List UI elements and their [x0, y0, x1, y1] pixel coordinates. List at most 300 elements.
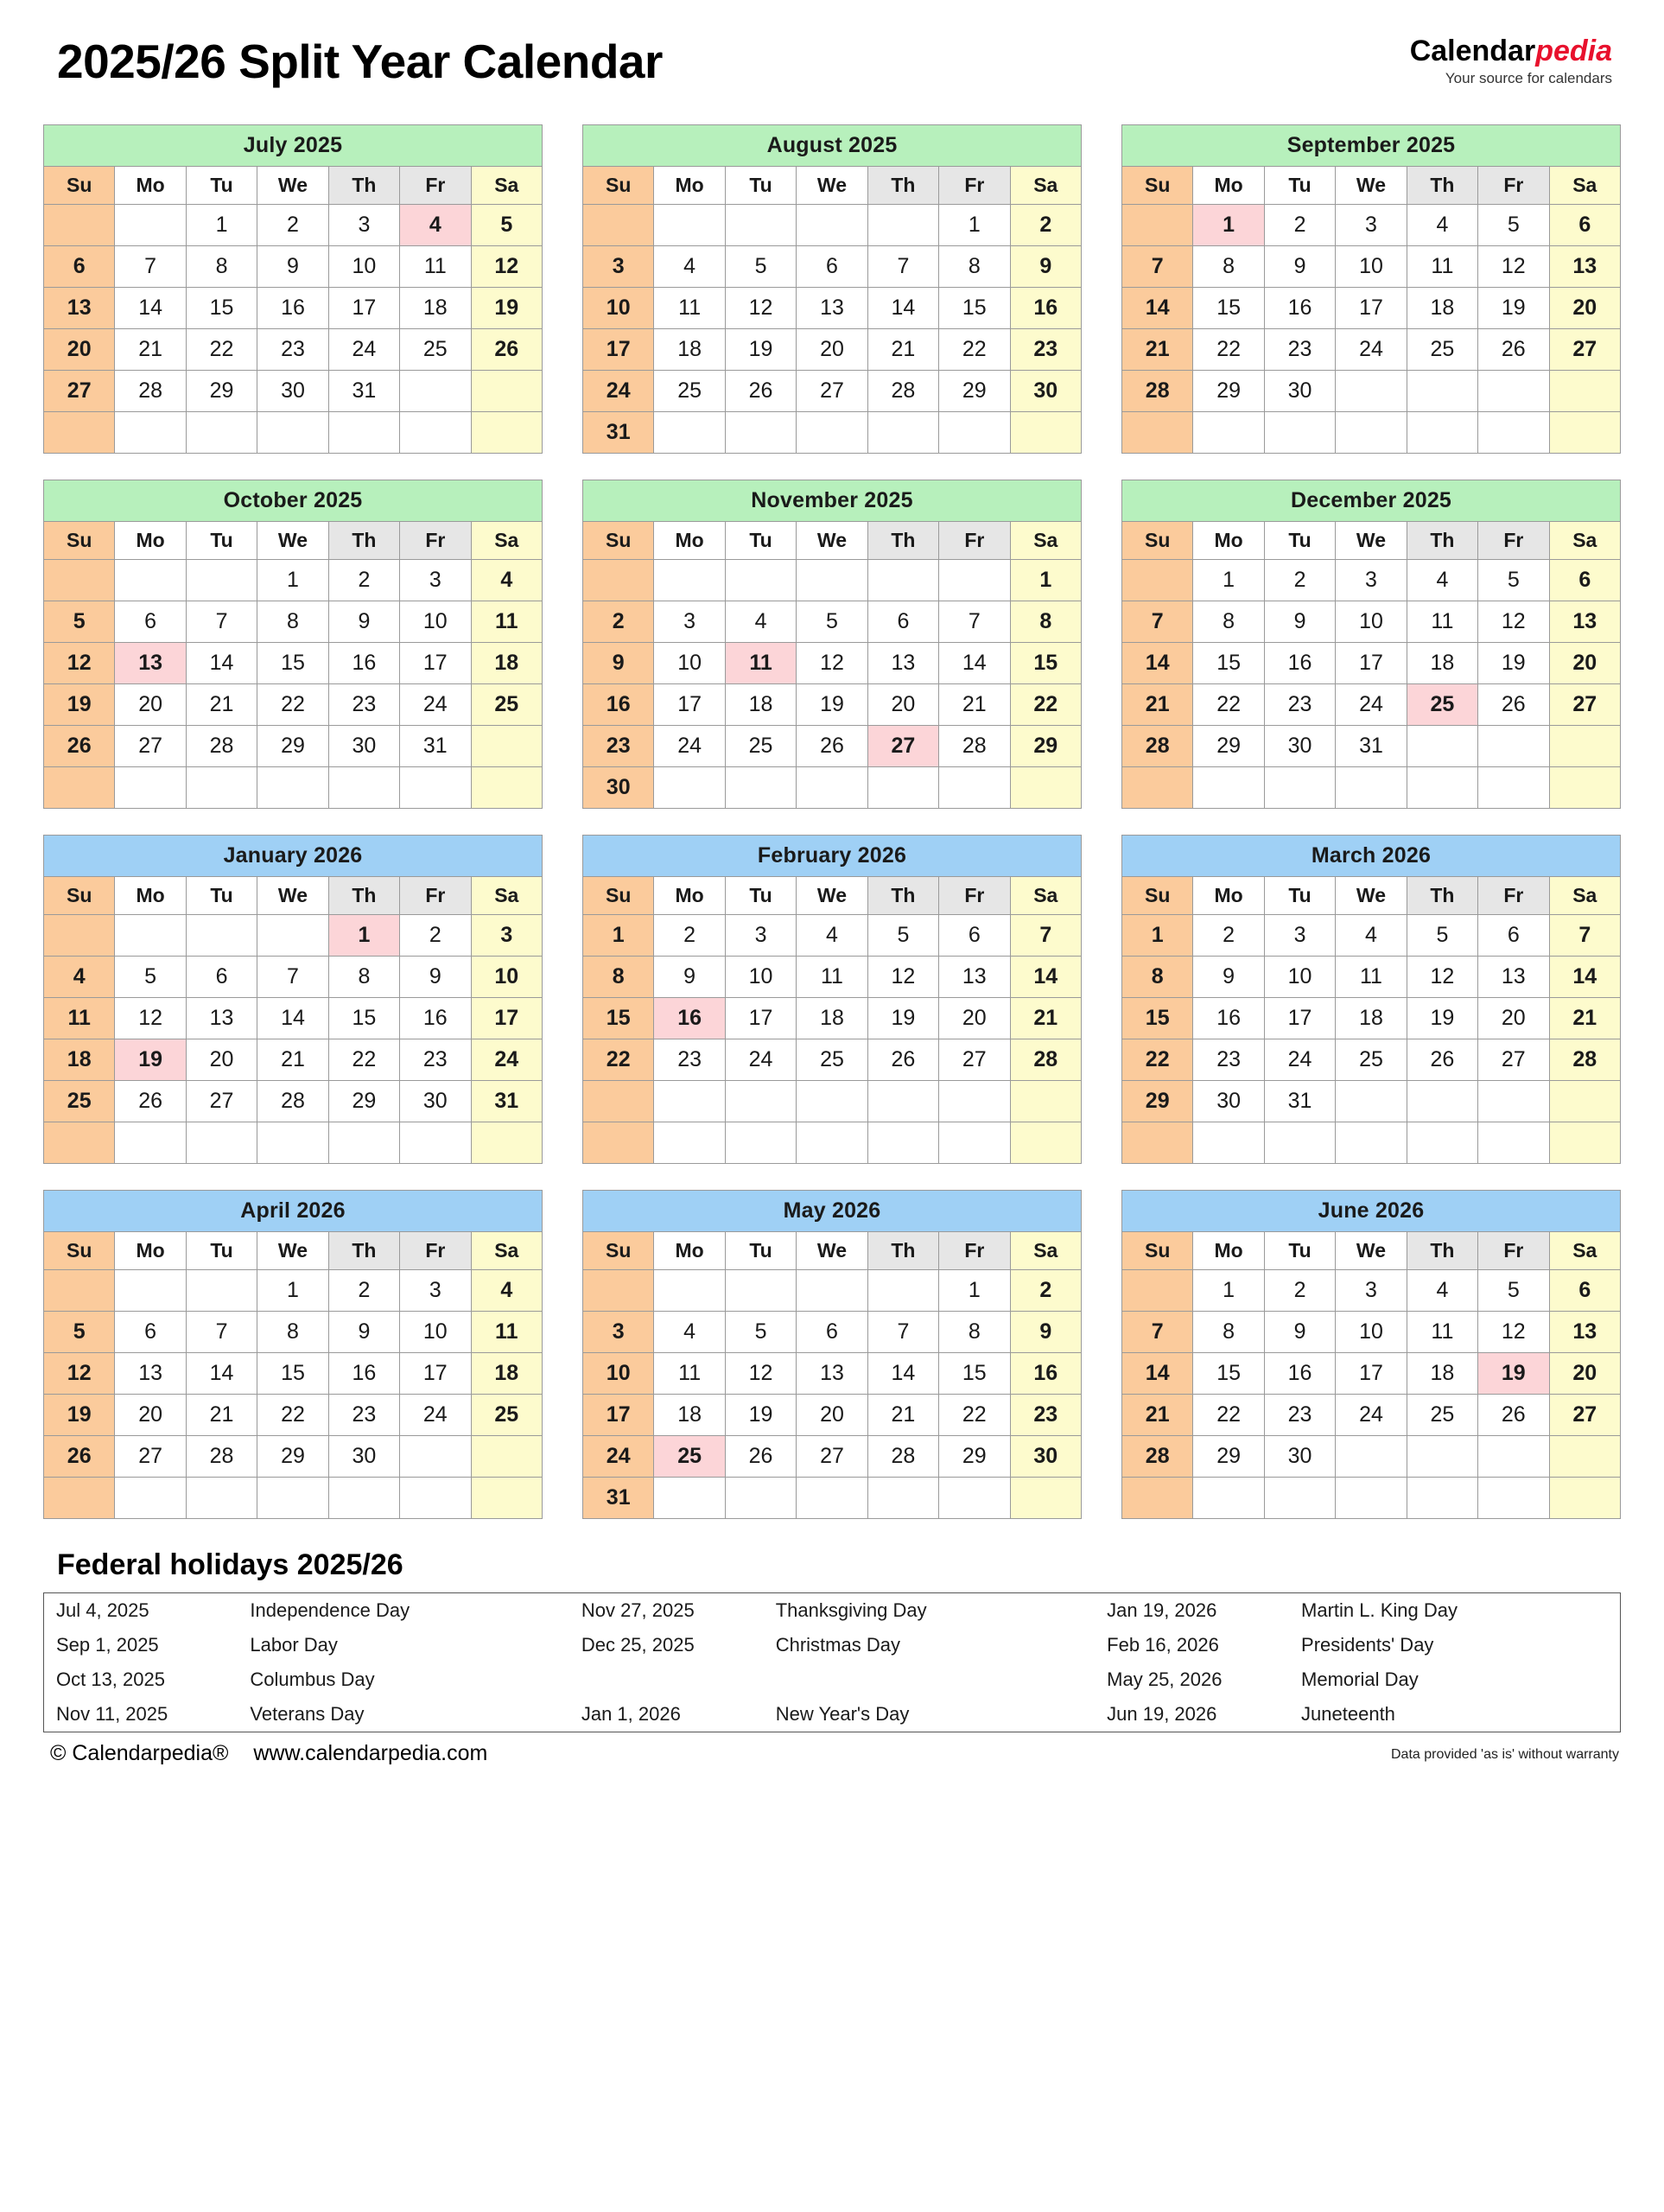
day-cell[interactable]: 9 [654, 957, 725, 998]
day-cell[interactable]: 10 [328, 246, 399, 288]
day-cell[interactable]: 16 [1264, 643, 1335, 684]
day-cell[interactable]: 29 [257, 726, 328, 767]
day-cell[interactable]: 15 [583, 998, 654, 1039]
day-cell[interactable]: 15 [1193, 643, 1264, 684]
day-cell[interactable]: 23 [328, 1395, 399, 1436]
day-cell[interactable]: 18 [654, 329, 725, 371]
day-cell[interactable]: 16 [328, 643, 399, 684]
day-cell[interactable]: 16 [1010, 1353, 1081, 1395]
day-cell[interactable]: 28 [1122, 1436, 1193, 1478]
day-cell[interactable]: 20 [867, 684, 938, 726]
day-cell[interactable]: 5 [867, 915, 938, 957]
day-cell[interactable]: 6 [44, 246, 115, 288]
day-cell[interactable]: 28 [1549, 1039, 1620, 1081]
day-cell[interactable]: 18 [471, 1353, 542, 1395]
day-cell[interactable]: 22 [1193, 1395, 1264, 1436]
day-cell[interactable]: 17 [328, 288, 399, 329]
day-cell[interactable]: 26 [797, 726, 867, 767]
day-cell[interactable]: 11 [725, 643, 796, 684]
day-cell[interactable]: 11 [1407, 1312, 1477, 1353]
day-cell[interactable]: 16 [1193, 998, 1264, 1039]
day-cell[interactable]: 12 [44, 1353, 115, 1395]
day-cell[interactable]: 3 [1336, 560, 1407, 601]
day-cell[interactable]: 15 [257, 643, 328, 684]
day-cell[interactable]: 1 [939, 205, 1010, 246]
day-cell[interactable]: 1 [257, 1270, 328, 1312]
day-cell[interactable]: 5 [1407, 915, 1477, 957]
day-cell[interactable]: 30 [328, 1436, 399, 1478]
day-cell[interactable]: 18 [44, 1039, 115, 1081]
day-cell[interactable]: 28 [115, 371, 186, 412]
day-cell[interactable]: 3 [400, 560, 471, 601]
day-cell[interactable]: 14 [1122, 1353, 1193, 1395]
day-cell[interactable]: 13 [797, 288, 867, 329]
day-cell[interactable]: 30 [1010, 1436, 1081, 1478]
day-cell[interactable]: 21 [939, 684, 1010, 726]
day-cell[interactable]: 14 [939, 643, 1010, 684]
day-cell[interactable]: 13 [939, 957, 1010, 998]
day-cell[interactable]: 16 [1264, 288, 1335, 329]
day-cell[interactable]: 8 [257, 1312, 328, 1353]
day-cell[interactable]: 5 [1478, 1270, 1549, 1312]
day-cell[interactable]: 8 [939, 246, 1010, 288]
day-cell[interactable]: 12 [725, 288, 796, 329]
day-cell[interactable]: 16 [1010, 288, 1081, 329]
day-cell[interactable]: 23 [654, 1039, 725, 1081]
day-cell[interactable]: 26 [115, 1081, 186, 1122]
day-cell[interactable]: 17 [583, 329, 654, 371]
day-cell[interactable]: 31 [1336, 726, 1407, 767]
day-cell[interactable]: 30 [1264, 726, 1335, 767]
day-cell[interactable]: 3 [1264, 915, 1335, 957]
day-cell[interactable]: 10 [1336, 1312, 1407, 1353]
day-cell[interactable]: 27 [939, 1039, 1010, 1081]
day-cell[interactable]: 31 [1264, 1081, 1335, 1122]
day-cell[interactable]: 15 [328, 998, 399, 1039]
day-cell[interactable]: 30 [257, 371, 328, 412]
day-cell[interactable]: 12 [471, 246, 542, 288]
day-cell[interactable]: 22 [257, 1395, 328, 1436]
day-cell[interactable]: 1 [1193, 1270, 1264, 1312]
day-cell[interactable]: 7 [1122, 246, 1193, 288]
day-cell[interactable]: 24 [400, 1395, 471, 1436]
day-cell[interactable]: 20 [115, 684, 186, 726]
day-cell[interactable]: 9 [1264, 246, 1335, 288]
day-cell[interactable]: 19 [471, 288, 542, 329]
day-cell[interactable]: 26 [725, 1436, 796, 1478]
day-cell[interactable]: 14 [1010, 957, 1081, 998]
day-cell[interactable]: 6 [115, 601, 186, 643]
day-cell[interactable]: 20 [1478, 998, 1549, 1039]
day-cell[interactable]: 21 [186, 684, 257, 726]
day-cell[interactable]: 18 [1407, 1353, 1477, 1395]
day-cell[interactable]: 20 [797, 1395, 867, 1436]
day-cell[interactable]: 21 [867, 1395, 938, 1436]
day-cell[interactable]: 11 [44, 998, 115, 1039]
day-cell[interactable]: 10 [654, 643, 725, 684]
day-cell[interactable]: 27 [1478, 1039, 1549, 1081]
day-cell[interactable]: 23 [400, 1039, 471, 1081]
day-cell[interactable]: 17 [1336, 288, 1407, 329]
day-cell[interactable]: 15 [939, 1353, 1010, 1395]
day-cell[interactable]: 25 [44, 1081, 115, 1122]
day-cell[interactable]: 14 [1549, 957, 1620, 998]
day-cell[interactable]: 28 [257, 1081, 328, 1122]
day-cell[interactable]: 8 [1122, 957, 1193, 998]
day-cell[interactable]: 22 [1010, 684, 1081, 726]
day-cell[interactable]: 26 [471, 329, 542, 371]
day-cell[interactable]: 22 [257, 684, 328, 726]
day-cell[interactable]: 17 [1336, 643, 1407, 684]
day-cell[interactable]: 12 [725, 1353, 796, 1395]
day-cell[interactable]: 13 [44, 288, 115, 329]
day-cell[interactable]: 8 [1193, 246, 1264, 288]
day-cell[interactable]: 7 [257, 957, 328, 998]
day-cell[interactable]: 9 [328, 1312, 399, 1353]
day-cell[interactable]: 9 [1264, 601, 1335, 643]
day-cell[interactable]: 27 [1549, 329, 1620, 371]
day-cell[interactable]: 6 [797, 246, 867, 288]
day-cell[interactable]: 3 [471, 915, 542, 957]
day-cell[interactable]: 14 [186, 643, 257, 684]
day-cell[interactable]: 6 [186, 957, 257, 998]
day-cell[interactable]: 3 [725, 915, 796, 957]
day-cell[interactable]: 24 [654, 726, 725, 767]
day-cell[interactable]: 2 [1264, 560, 1335, 601]
day-cell[interactable]: 26 [1478, 329, 1549, 371]
day-cell[interactable]: 25 [471, 684, 542, 726]
day-cell[interactable]: 5 [44, 601, 115, 643]
day-cell[interactable]: 23 [328, 684, 399, 726]
day-cell[interactable]: 16 [328, 1353, 399, 1395]
day-cell[interactable]: 25 [400, 329, 471, 371]
day-cell[interactable]: 19 [1478, 288, 1549, 329]
day-cell[interactable]: 7 [186, 601, 257, 643]
day-cell[interactable]: 12 [1478, 1312, 1549, 1353]
day-cell[interactable]: 13 [797, 1353, 867, 1395]
day-cell[interactable]: 22 [583, 1039, 654, 1081]
day-cell[interactable]: 18 [471, 643, 542, 684]
day-cell[interactable]: 4 [797, 915, 867, 957]
day-cell[interactable]: 21 [1122, 329, 1193, 371]
day-cell[interactable]: 4 [654, 246, 725, 288]
day-cell[interactable]: 2 [1010, 205, 1081, 246]
day-cell[interactable]: 19 [115, 1039, 186, 1081]
day-cell[interactable]: 4 [400, 205, 471, 246]
day-cell[interactable]: 27 [186, 1081, 257, 1122]
day-cell[interactable]: 11 [1407, 601, 1477, 643]
day-cell[interactable]: 24 [328, 329, 399, 371]
day-cell[interactable]: 3 [328, 205, 399, 246]
day-cell[interactable]: 20 [44, 329, 115, 371]
day-cell[interactable]: 9 [1010, 246, 1081, 288]
day-cell[interactable]: 14 [867, 288, 938, 329]
day-cell[interactable]: 26 [725, 371, 796, 412]
day-cell[interactable]: 10 [400, 601, 471, 643]
day-cell[interactable]: 20 [797, 329, 867, 371]
day-cell[interactable]: 5 [725, 246, 796, 288]
day-cell[interactable]: 15 [1193, 288, 1264, 329]
day-cell[interactable]: 18 [725, 684, 796, 726]
day-cell[interactable]: 15 [186, 288, 257, 329]
day-cell[interactable]: 20 [186, 1039, 257, 1081]
day-cell[interactable]: 4 [471, 1270, 542, 1312]
day-cell[interactable]: 5 [1478, 560, 1549, 601]
day-cell[interactable]: 6 [115, 1312, 186, 1353]
day-cell[interactable]: 12 [1478, 601, 1549, 643]
day-cell[interactable]: 30 [1264, 1436, 1335, 1478]
day-cell[interactable]: 14 [867, 1353, 938, 1395]
day-cell[interactable]: 30 [583, 767, 654, 809]
day-cell[interactable]: 24 [1336, 1395, 1407, 1436]
day-cell[interactable]: 29 [1010, 726, 1081, 767]
day-cell[interactable]: 27 [797, 371, 867, 412]
day-cell[interactable]: 27 [1549, 1395, 1620, 1436]
day-cell[interactable]: 15 [939, 288, 1010, 329]
day-cell[interactable]: 28 [867, 371, 938, 412]
day-cell[interactable]: 28 [867, 1436, 938, 1478]
day-cell[interactable]: 27 [115, 726, 186, 767]
day-cell[interactable]: 25 [654, 371, 725, 412]
day-cell[interactable]: 21 [257, 1039, 328, 1081]
day-cell[interactable]: 27 [44, 371, 115, 412]
day-cell[interactable]: 10 [583, 288, 654, 329]
day-cell[interactable]: 29 [328, 1081, 399, 1122]
day-cell[interactable]: 11 [1407, 246, 1477, 288]
day-cell[interactable]: 11 [471, 601, 542, 643]
day-cell[interactable]: 4 [725, 601, 796, 643]
day-cell[interactable]: 30 [400, 1081, 471, 1122]
day-cell[interactable]: 25 [797, 1039, 867, 1081]
day-cell[interactable]: 6 [1549, 1270, 1620, 1312]
day-cell[interactable]: 17 [725, 998, 796, 1039]
day-cell[interactable]: 23 [1010, 1395, 1081, 1436]
day-cell[interactable]: 31 [400, 726, 471, 767]
day-cell[interactable]: 10 [1336, 246, 1407, 288]
day-cell[interactable]: 22 [1193, 329, 1264, 371]
day-cell[interactable]: 24 [583, 371, 654, 412]
day-cell[interactable]: 19 [1407, 998, 1477, 1039]
day-cell[interactable]: 18 [400, 288, 471, 329]
day-cell[interactable]: 20 [1549, 288, 1620, 329]
day-cell[interactable]: 4 [44, 957, 115, 998]
day-cell[interactable]: 31 [328, 371, 399, 412]
day-cell[interactable]: 3 [1336, 205, 1407, 246]
day-cell[interactable]: 26 [1478, 684, 1549, 726]
day-cell[interactable]: 5 [725, 1312, 796, 1353]
day-cell[interactable]: 29 [1122, 1081, 1193, 1122]
day-cell[interactable]: 29 [1193, 371, 1264, 412]
day-cell[interactable]: 25 [1407, 1395, 1477, 1436]
day-cell[interactable]: 17 [400, 643, 471, 684]
day-cell[interactable]: 26 [867, 1039, 938, 1081]
day-cell[interactable]: 20 [1549, 1353, 1620, 1395]
day-cell[interactable]: 6 [1549, 560, 1620, 601]
day-cell[interactable]: 7 [867, 1312, 938, 1353]
day-cell[interactable]: 16 [583, 684, 654, 726]
day-cell[interactable]: 23 [1264, 1395, 1335, 1436]
day-cell[interactable]: 8 [583, 957, 654, 998]
day-cell[interactable]: 27 [115, 1436, 186, 1478]
day-cell[interactable]: 13 [115, 643, 186, 684]
day-cell[interactable]: 7 [939, 601, 1010, 643]
day-cell[interactable]: 2 [1193, 915, 1264, 957]
day-cell[interactable]: 3 [583, 246, 654, 288]
day-cell[interactable]: 25 [654, 1436, 725, 1478]
day-cell[interactable]: 2 [400, 915, 471, 957]
day-cell[interactable]: 7 [115, 246, 186, 288]
day-cell[interactable]: 3 [1336, 1270, 1407, 1312]
day-cell[interactable]: 24 [725, 1039, 796, 1081]
day-cell[interactable]: 11 [654, 1353, 725, 1395]
day-cell[interactable]: 27 [867, 726, 938, 767]
day-cell[interactable]: 8 [1193, 1312, 1264, 1353]
day-cell[interactable]: 1 [186, 205, 257, 246]
day-cell[interactable]: 5 [797, 601, 867, 643]
day-cell[interactable]: 8 [328, 957, 399, 998]
day-cell[interactable]: 25 [1336, 1039, 1407, 1081]
day-cell[interactable]: 10 [1264, 957, 1335, 998]
day-cell[interactable]: 22 [1122, 1039, 1193, 1081]
day-cell[interactable]: 24 [1336, 329, 1407, 371]
day-cell[interactable]: 21 [1122, 1395, 1193, 1436]
day-cell[interactable]: 13 [867, 643, 938, 684]
day-cell[interactable]: 12 [1478, 246, 1549, 288]
day-cell[interactable]: 19 [1478, 1353, 1549, 1395]
day-cell[interactable]: 7 [186, 1312, 257, 1353]
day-cell[interactable]: 22 [939, 329, 1010, 371]
day-cell[interactable]: 6 [867, 601, 938, 643]
day-cell[interactable]: 28 [186, 726, 257, 767]
day-cell[interactable]: 27 [797, 1436, 867, 1478]
day-cell[interactable]: 16 [654, 998, 725, 1039]
day-cell[interactable]: 11 [400, 246, 471, 288]
day-cell[interactable]: 23 [1010, 329, 1081, 371]
day-cell[interactable]: 15 [1193, 1353, 1264, 1395]
day-cell[interactable]: 17 [1336, 1353, 1407, 1395]
day-cell[interactable]: 31 [583, 412, 654, 454]
day-cell[interactable]: 9 [1010, 1312, 1081, 1353]
day-cell[interactable]: 17 [471, 998, 542, 1039]
day-cell[interactable]: 28 [1122, 726, 1193, 767]
day-cell[interactable]: 2 [328, 1270, 399, 1312]
day-cell[interactable]: 31 [583, 1478, 654, 1519]
day-cell[interactable]: 29 [939, 1436, 1010, 1478]
day-cell[interactable]: 18 [1407, 643, 1477, 684]
day-cell[interactable]: 9 [583, 643, 654, 684]
day-cell[interactable]: 2 [257, 205, 328, 246]
day-cell[interactable]: 22 [1193, 684, 1264, 726]
day-cell[interactable]: 18 [654, 1395, 725, 1436]
day-cell[interactable]: 26 [1478, 1395, 1549, 1436]
day-cell[interactable]: 1 [1193, 205, 1264, 246]
day-cell[interactable]: 30 [1010, 371, 1081, 412]
day-cell[interactable]: 18 [1407, 288, 1477, 329]
day-cell[interactable]: 17 [654, 684, 725, 726]
day-cell[interactable]: 19 [725, 1395, 796, 1436]
day-cell[interactable]: 27 [1549, 684, 1620, 726]
day-cell[interactable]: 1 [1010, 560, 1081, 601]
day-cell[interactable]: 1 [939, 1270, 1010, 1312]
day-cell[interactable]: 21 [1122, 684, 1193, 726]
day-cell[interactable]: 12 [1407, 957, 1477, 998]
day-cell[interactable]: 24 [1264, 1039, 1335, 1081]
day-cell[interactable]: 8 [1193, 601, 1264, 643]
day-cell[interactable]: 7 [867, 246, 938, 288]
day-cell[interactable]: 22 [186, 329, 257, 371]
day-cell[interactable]: 30 [1264, 371, 1335, 412]
day-cell[interactable]: 15 [1010, 643, 1081, 684]
day-cell[interactable]: 24 [583, 1436, 654, 1478]
day-cell[interactable]: 12 [867, 957, 938, 998]
day-cell[interactable]: 5 [115, 957, 186, 998]
day-cell[interactable]: 23 [1193, 1039, 1264, 1081]
day-cell[interactable]: 11 [1336, 957, 1407, 998]
day-cell[interactable]: 25 [725, 726, 796, 767]
day-cell[interactable]: 15 [257, 1353, 328, 1395]
day-cell[interactable]: 29 [186, 371, 257, 412]
day-cell[interactable]: 1 [328, 915, 399, 957]
day-cell[interactable]: 1 [583, 915, 654, 957]
day-cell[interactable]: 13 [1549, 246, 1620, 288]
day-cell[interactable]: 16 [400, 998, 471, 1039]
day-cell[interactable]: 28 [186, 1436, 257, 1478]
day-cell[interactable]: 2 [1010, 1270, 1081, 1312]
day-cell[interactable]: 28 [1122, 371, 1193, 412]
day-cell[interactable]: 12 [797, 643, 867, 684]
day-cell[interactable]: 14 [186, 1353, 257, 1395]
day-cell[interactable]: 19 [797, 684, 867, 726]
day-cell[interactable]: 6 [797, 1312, 867, 1353]
day-cell[interactable]: 28 [1010, 1039, 1081, 1081]
day-cell[interactable]: 14 [1122, 643, 1193, 684]
day-cell[interactable]: 24 [400, 684, 471, 726]
day-cell[interactable]: 7 [1549, 915, 1620, 957]
day-cell[interactable]: 25 [1407, 329, 1477, 371]
day-cell[interactable]: 26 [44, 726, 115, 767]
day-cell[interactable]: 3 [400, 1270, 471, 1312]
day-cell[interactable]: 7 [1010, 915, 1081, 957]
day-cell[interactable]: 29 [939, 371, 1010, 412]
day-cell[interactable]: 9 [1264, 1312, 1335, 1353]
day-cell[interactable]: 28 [939, 726, 1010, 767]
day-cell[interactable]: 4 [654, 1312, 725, 1353]
day-cell[interactable]: 31 [471, 1081, 542, 1122]
day-cell[interactable]: 8 [1010, 601, 1081, 643]
day-cell[interactable]: 9 [400, 957, 471, 998]
day-cell[interactable]: 2 [1264, 1270, 1335, 1312]
day-cell[interactable]: 5 [1478, 205, 1549, 246]
day-cell[interactable]: 29 [1193, 1436, 1264, 1478]
day-cell[interactable]: 8 [186, 246, 257, 288]
day-cell[interactable]: 18 [1336, 998, 1407, 1039]
day-cell[interactable]: 10 [1336, 601, 1407, 643]
day-cell[interactable]: 30 [1193, 1081, 1264, 1122]
day-cell[interactable]: 8 [257, 601, 328, 643]
day-cell[interactable]: 29 [257, 1436, 328, 1478]
day-cell[interactable]: 2 [1264, 205, 1335, 246]
day-cell[interactable]: 2 [654, 915, 725, 957]
day-cell[interactable]: 15 [1122, 998, 1193, 1039]
day-cell[interactable]: 22 [328, 1039, 399, 1081]
day-cell[interactable]: 3 [654, 601, 725, 643]
day-cell[interactable]: 14 [115, 288, 186, 329]
day-cell[interactable]: 3 [583, 1312, 654, 1353]
day-cell[interactable]: 19 [44, 1395, 115, 1436]
day-cell[interactable]: 2 [583, 601, 654, 643]
day-cell[interactable]: 23 [1264, 684, 1335, 726]
day-cell[interactable]: 29 [1193, 726, 1264, 767]
